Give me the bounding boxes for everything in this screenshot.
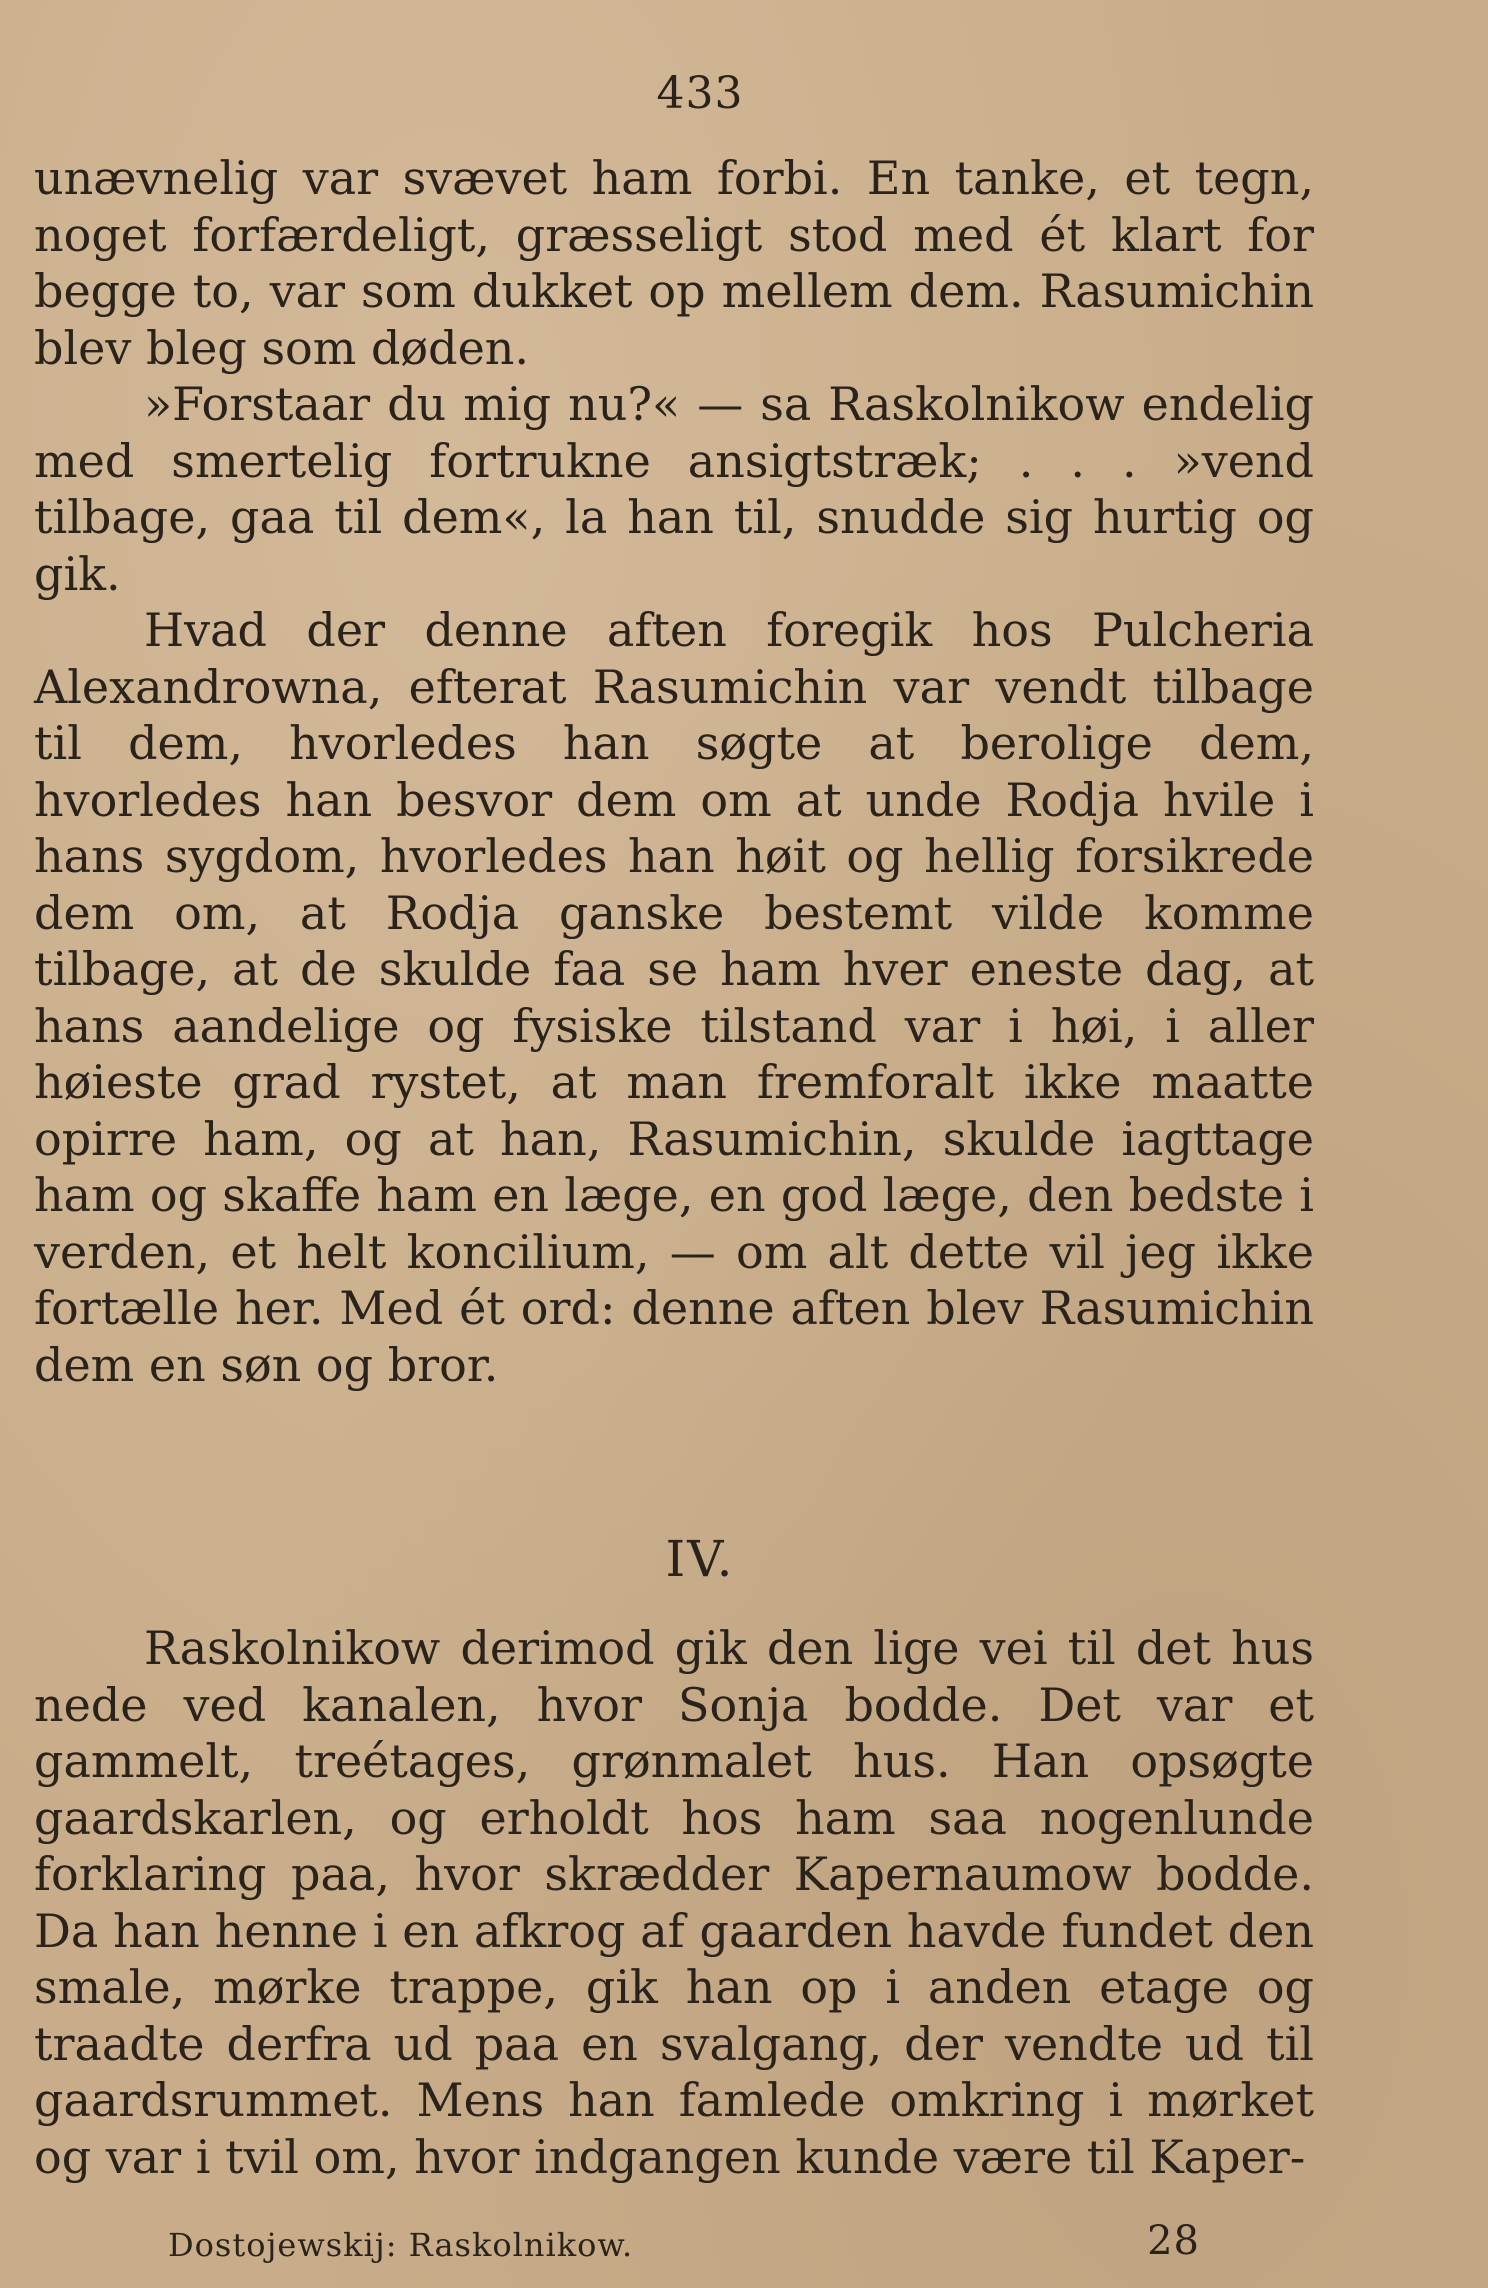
paragraph: »Forstaar du mig nu?« — sa Raskolnikow endelig med smertelig fortrukne ansigtstræk; . . . »vend tilbage, gaa til dem«, la han til, snudde sig hurtig og gik.: [34, 377, 1314, 601]
paragraph: unævnelig var svævet ham forbi. En tanke, et tegn, noget forfærdeligt, græsseligt stod med ét klart for begge to, var som dukket op mellem dem. Rasumichin blev bleg som døden.: [34, 151, 1314, 375]
sheet-number: 28: [1147, 2218, 1200, 2264]
chapter-heading: IV.: [665, 1530, 735, 1588]
paragraph: Raskolnikow derimod gik den lige vei til det hus nede ved kanalen, hvor Sonja bodde. Det var et gammelt, treétages, grønmalet hus. Han opsøgte gaardskarlen, og erholdt hos ham saa nogenlunde forklaring paa, hvor skrædder Kapernaumow bodde. Da han henne i en afkrog af gaarden havde fundet den smale, mørke trappe, gik han op i anden etage og traadte derfra ud paa en svalgang, der vendte ud til gaardsrummet. Mens han famlede omkring i mørket og var i tvil om, hvor indgangen kunde være til Kaper-: [34, 1621, 1314, 2184]
page-number: 433: [656, 68, 744, 119]
footer-signature: Dostojewskij: Raskolnikow.: [168, 2226, 634, 2264]
text-section-2: [34, 1620, 1314, 2185]
page-footer: [168, 2218, 1200, 2264]
paragraph: Hvad der denne aften foregik hos Pulcheria Alexandrowna, efterat Rasumichin var vendt tilbage til dem, hvorledes han søgte at berolige dem, hvorledes han besvor dem om at unde Rodja hvile i hans sygdom, hvorledes han høit og hellig forsikrede dem om, at Rodja ganske bestemt vilde komme tilbage, at de skulde faa se ham hver eneste dag, at hans aandelige og fysiske tilstand var i høi, i aller høieste grad rystet, at man fremforalt ikke maatte opirre ham, og at han, Rasumichin, skulde iagttage ham og skaffe ham en læge, en god læge, den bedste i verden, et helt koncilium, — om alt dette vil jeg ikke fortælle her. Med ét ord: denne aften blev Rasumichin dem en søn og bror.: [34, 603, 1314, 1392]
text-section-1: [34, 150, 1314, 1393]
